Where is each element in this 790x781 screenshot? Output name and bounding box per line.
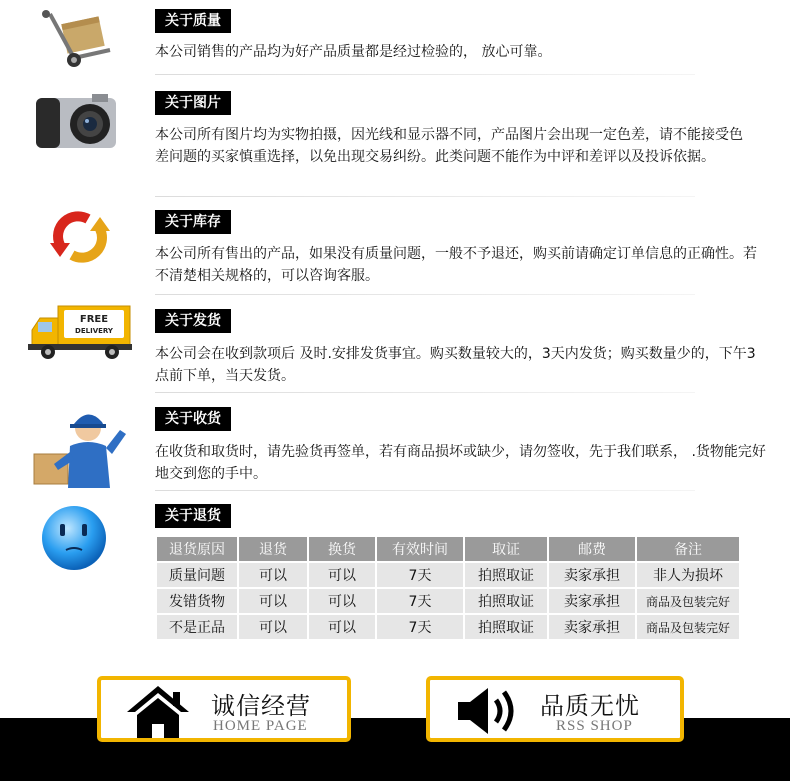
section-text-pictures: 本公司所有图片均为实物拍摄，因光线和显示器不同，产品图片会出现一定色差，请不能接受色差问题的买家慎重选择，以免出现交易纠纷。此类问题不能作为中评和差评以及投诉依据。 xyxy=(155,127,743,165)
table-cell: 发错货物 xyxy=(157,589,237,613)
truck-label-free: FREE xyxy=(79,314,109,325)
table-cell: 可以 xyxy=(309,615,375,639)
table-row xyxy=(157,615,739,639)
rss-shop-button[interactable] xyxy=(426,676,684,742)
hand-truck-icon xyxy=(30,8,130,78)
section-title-quality: 关于质量 xyxy=(155,9,231,33)
camera-icon xyxy=(30,92,130,162)
table-header-row xyxy=(157,537,739,561)
table-cell: 商品及包装完好 xyxy=(637,589,739,613)
table-header: 退货 xyxy=(239,537,307,561)
table-cell: 7天 xyxy=(377,615,463,639)
smiley-face-icon xyxy=(38,502,110,574)
table-header: 取证 xyxy=(465,537,547,561)
table-header: 退货原因 xyxy=(157,537,237,561)
rss-shop-button-title: 品质无忧 xyxy=(540,692,640,720)
table-cell: 可以 xyxy=(239,563,307,587)
section-title-shipping: 关于发货 xyxy=(155,309,231,333)
home-page-button[interactable] xyxy=(97,676,351,742)
home-page-button-subtitle: HOME PAGE xyxy=(213,718,308,734)
table-header: 备注 xyxy=(637,537,739,561)
delivery-truck-icon xyxy=(24,300,134,370)
refresh-arrows-icon xyxy=(30,205,130,275)
section-text-receiving: 在收货和取货时，请先验货再签单，若有商品损坏或缺少，请勿签收，先于我们联系， .货物能完好地交到您的手中。 xyxy=(155,444,766,482)
table-cell: 商品及包装完好 xyxy=(637,615,739,639)
table-cell: 拍照取证 xyxy=(465,589,547,613)
section-text-shipping: 本公司会在收到款项后 及时.安排发货事宜。购买数量较大的，3天内发货；购买数量少的，下午3点前下单，当天发货。 xyxy=(155,346,756,384)
table-row xyxy=(157,589,739,613)
table-cell: 拍照取证 xyxy=(465,615,547,639)
section-title-receiving: 关于收货 xyxy=(155,407,231,431)
return-policy-table xyxy=(155,535,741,641)
table-header: 换货 xyxy=(309,537,375,561)
table-cell: 7天 xyxy=(377,589,463,613)
table-header: 有效时间 xyxy=(377,537,463,561)
divider xyxy=(155,294,695,295)
courier-person-icon xyxy=(30,402,130,490)
rss-shop-button-subtitle: RSS SHOP xyxy=(556,718,633,734)
section-text-quality: 本公司销售的产品均为好产品质量都是经过检验的， 放心可靠。 xyxy=(155,44,552,60)
divider xyxy=(155,74,695,75)
section-title-inventory: 关于库存 xyxy=(155,210,231,234)
table-cell: 卖家承担 xyxy=(549,615,635,639)
table-cell: 可以 xyxy=(309,589,375,613)
divider xyxy=(155,196,695,197)
table-cell: 卖家承担 xyxy=(549,563,635,587)
table-cell: 可以 xyxy=(239,589,307,613)
table-cell: 非人为损坏 xyxy=(637,563,739,587)
divider xyxy=(155,490,695,491)
table-cell: 不是正品 xyxy=(157,615,237,639)
section-title-pictures: 关于图片 xyxy=(155,91,231,115)
section-title-returns: 关于退货 xyxy=(155,504,231,528)
table-cell: 可以 xyxy=(239,615,307,639)
table-cell: 质量问题 xyxy=(157,563,237,587)
table-cell: 拍照取证 xyxy=(465,563,547,587)
table-cell: 卖家承担 xyxy=(549,589,635,613)
table-cell: 可以 xyxy=(309,563,375,587)
home-page-button-title: 诚信经营 xyxy=(211,692,311,720)
table-cell: 7天 xyxy=(377,563,463,587)
table-header: 邮费 xyxy=(549,537,635,561)
table-row xyxy=(157,563,739,587)
home-icon xyxy=(123,682,193,740)
divider xyxy=(155,392,695,393)
truck-label-delivery: DELIVERY xyxy=(75,327,113,335)
section-text-inventory: 本公司所有售出的产品，如果没有质量问题，一般不予退还，购买前请确定订单信息的正确性。若不清楚相关规格的，可以咨询客服。 xyxy=(155,246,757,284)
speaker-icon xyxy=(454,682,524,740)
